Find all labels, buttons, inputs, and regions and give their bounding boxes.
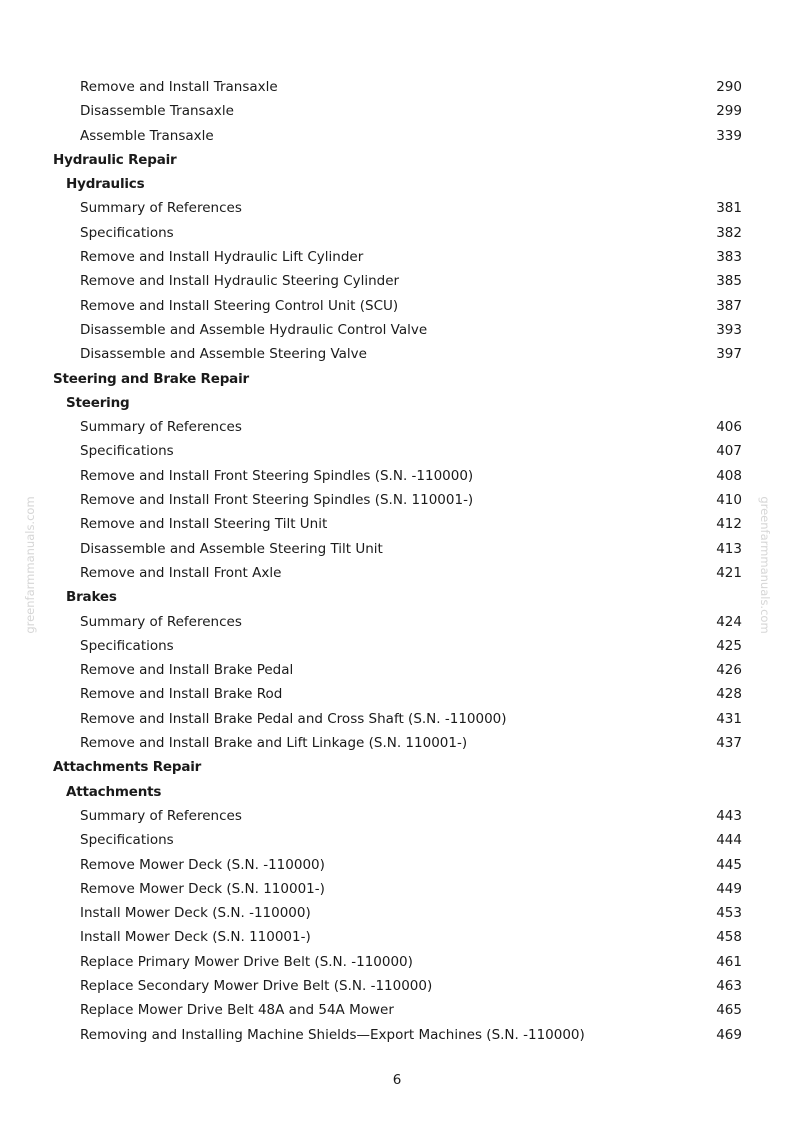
toc-row-toc-entry[interactable] [0, 488, 794, 512]
toc-row-toc-entry[interactable] [0, 998, 794, 1022]
toc-page-number: 290 [716, 79, 742, 95]
toc-title: Summary of References [80, 807, 242, 824]
toc-row-toc-entry[interactable] [0, 974, 794, 998]
toc-title: Specifications [80, 637, 174, 654]
toc-page-number: 437 [716, 735, 742, 752]
toc-page-number: 412 [716, 516, 742, 533]
toc-title: Brakes [66, 589, 117, 606]
toc-row-section-heading [0, 148, 794, 172]
toc-row-toc-entry[interactable] [0, 537, 794, 561]
toc-page-number: 408 [716, 467, 742, 484]
toc-page-number: 426 [716, 662, 742, 679]
toc-title: Remove and Install Front Steering Spindles (S.N. -110000) [80, 467, 474, 484]
toc-row-toc-entry[interactable] [0, 682, 794, 706]
toc-page-number: 410 [716, 492, 742, 509]
toc-page-number: 449 [716, 880, 742, 897]
toc-row-toc-entry[interactable] [0, 877, 794, 901]
toc-title: Disassemble and Assemble Steering Tilt Unit [80, 540, 383, 557]
toc-row-toc-entry[interactable] [0, 221, 794, 245]
toc-title: Replace Primary Mower Drive Belt (S.N. -110000) [80, 953, 413, 970]
toc-row-toc-entry[interactable] [0, 707, 794, 731]
toc-page-number: 397 [716, 346, 742, 363]
toc-title: Disassemble and Assemble Hydraulic Control Valve [80, 321, 428, 338]
toc-row-toc-entry[interactable] [0, 196, 794, 220]
page-number: 6 [392, 1072, 402, 1088]
toc-page-number: 465 [716, 1002, 742, 1019]
toc-row-toc-entry[interactable] [0, 512, 794, 536]
toc-page-number: 299 [716, 103, 742, 120]
toc-title: Remove and Install Brake Pedal [80, 662, 294, 679]
toc-title: Specifications [80, 832, 174, 849]
toc-title: Specifications [80, 224, 174, 241]
toc-row-toc-entry[interactable] [0, 75, 794, 99]
toc-page-number: 381 [716, 200, 742, 217]
toc-row-subsection-heading [0, 172, 794, 196]
toc-title: Steering [66, 394, 130, 411]
toc-page-number: 425 [716, 637, 742, 654]
watermark-right: greenfarmmanuals.com [758, 496, 772, 634]
toc-row-toc-entry[interactable] [0, 269, 794, 293]
toc-row-toc-entry[interactable] [0, 950, 794, 974]
toc-page-number: 382 [716, 224, 742, 241]
toc-row-subsection-heading [0, 391, 794, 415]
toc-row-toc-entry[interactable] [0, 925, 794, 949]
toc-page-number: 383 [716, 249, 742, 266]
toc-title: Disassemble and Assemble Steering Valve [80, 346, 367, 363]
toc-title: Summary of References [80, 200, 242, 217]
toc-row-toc-entry[interactable] [0, 610, 794, 634]
table-of-contents [0, 75, 794, 1047]
toc-page-number: 407 [716, 443, 742, 460]
toc-page-number: 444 [716, 832, 742, 849]
toc-row-toc-entry[interactable] [0, 342, 794, 366]
toc-row-section-heading [0, 755, 794, 779]
toc-title: Remove and Install Front Axle [80, 564, 282, 581]
toc-title: Remove and Install Brake Pedal and Cross Shaft (S.N. -110000) [80, 710, 507, 727]
toc-title: Remove and Install Hydraulic Lift Cylinder [80, 249, 364, 266]
toc-page-number: 406 [716, 419, 742, 436]
toc-row-toc-entry[interactable] [0, 245, 794, 269]
toc-page-number: 387 [716, 297, 742, 314]
toc-page-number: 469 [716, 1026, 742, 1043]
toc-row-toc-entry[interactable] [0, 1023, 794, 1047]
toc-title: Install Mower Deck (S.N. 110001-) [80, 929, 311, 946]
toc-title: Remove and Install Steering Tilt Unit [80, 516, 328, 533]
toc-title: Attachments Repair [53, 759, 202, 776]
toc-title: Attachments [66, 783, 162, 800]
toc-page-number: 413 [716, 540, 742, 557]
toc-page-number: 431 [716, 710, 742, 727]
toc-title: Removing and Installing Machine Shields—Export Machines (S.N. -110000) [80, 1026, 585, 1043]
toc-row-toc-entry[interactable] [0, 804, 794, 828]
toc-title: Remove and Install Front Steering Spindles (S.N. 110001-) [80, 492, 474, 509]
toc-page-number: 339 [716, 127, 742, 144]
toc-title: Summary of References [80, 419, 242, 436]
toc-page-number: 385 [716, 273, 742, 290]
toc-page-number: 463 [716, 977, 742, 994]
toc-title: Remove and Install Brake and Lift Linkage (S.N. 110001-) [80, 735, 468, 752]
toc-row-section-heading [0, 367, 794, 391]
toc-title: Hydraulics [66, 176, 145, 193]
toc-page-number: 393 [716, 321, 742, 338]
toc-page-number: 458 [716, 929, 742, 946]
toc-title: Remove and Install Brake Rod [80, 686, 283, 703]
toc-title: Remove Mower Deck (S.N. 110001-) [80, 880, 325, 897]
toc-row-toc-entry[interactable] [0, 561, 794, 585]
toc-title: Specifications [80, 443, 174, 460]
toc-title: Summary of References [80, 613, 242, 630]
toc-page-number: 443 [716, 807, 742, 824]
toc-title: Replace Mower Drive Belt 48A and 54A Mower [80, 1002, 394, 1019]
toc-title: Assemble Transaxle [80, 127, 214, 144]
toc-page-number: 421 [716, 564, 742, 581]
toc-title: Remove Mower Deck (S.N. -110000) [80, 856, 325, 873]
toc-page-number: 424 [716, 613, 742, 630]
toc-row-toc-entry[interactable] [0, 634, 794, 658]
toc-row-toc-entry[interactable] [0, 294, 794, 318]
toc-page-number: 453 [716, 905, 742, 922]
toc-row-toc-entry[interactable] [0, 658, 794, 682]
toc-page-number: 461 [716, 953, 742, 970]
toc-row-subsection-heading [0, 780, 794, 804]
toc-row-toc-entry[interactable] [0, 901, 794, 925]
toc-row-toc-entry[interactable] [0, 124, 794, 148]
toc-row-subsection-heading [0, 585, 794, 609]
toc-page-number: 445 [716, 856, 742, 873]
toc-title: Disassemble Transaxle [80, 103, 234, 120]
toc-title: Steering and Brake Repair [53, 370, 249, 387]
toc-row-toc-entry[interactable] [0, 828, 794, 852]
toc-title: Hydraulic Repair [53, 151, 177, 168]
toc-title: Install Mower Deck (S.N. -110000) [80, 905, 311, 922]
toc-page-number: 428 [716, 686, 742, 703]
toc-row-toc-entry[interactable] [0, 464, 794, 488]
toc-row-toc-entry[interactable] [0, 415, 794, 439]
toc-title: Replace Secondary Mower Drive Belt (S.N. -110000) [80, 977, 433, 994]
toc-row-toc-entry[interactable] [0, 99, 794, 123]
watermark-left: greenfarmmanuals.com [23, 496, 37, 634]
toc-row-toc-entry[interactable] [0, 853, 794, 877]
toc-title: Remove and Install Steering Control Unit (SCU) [80, 297, 399, 314]
toc-title: Remove and Install Transaxle [80, 79, 278, 95]
toc-row-toc-entry[interactable] [0, 731, 794, 755]
toc-title: Remove and Install Hydraulic Steering Cylinder [80, 273, 400, 290]
toc-row-toc-entry[interactable] [0, 439, 794, 463]
toc-row-toc-entry[interactable] [0, 318, 794, 342]
